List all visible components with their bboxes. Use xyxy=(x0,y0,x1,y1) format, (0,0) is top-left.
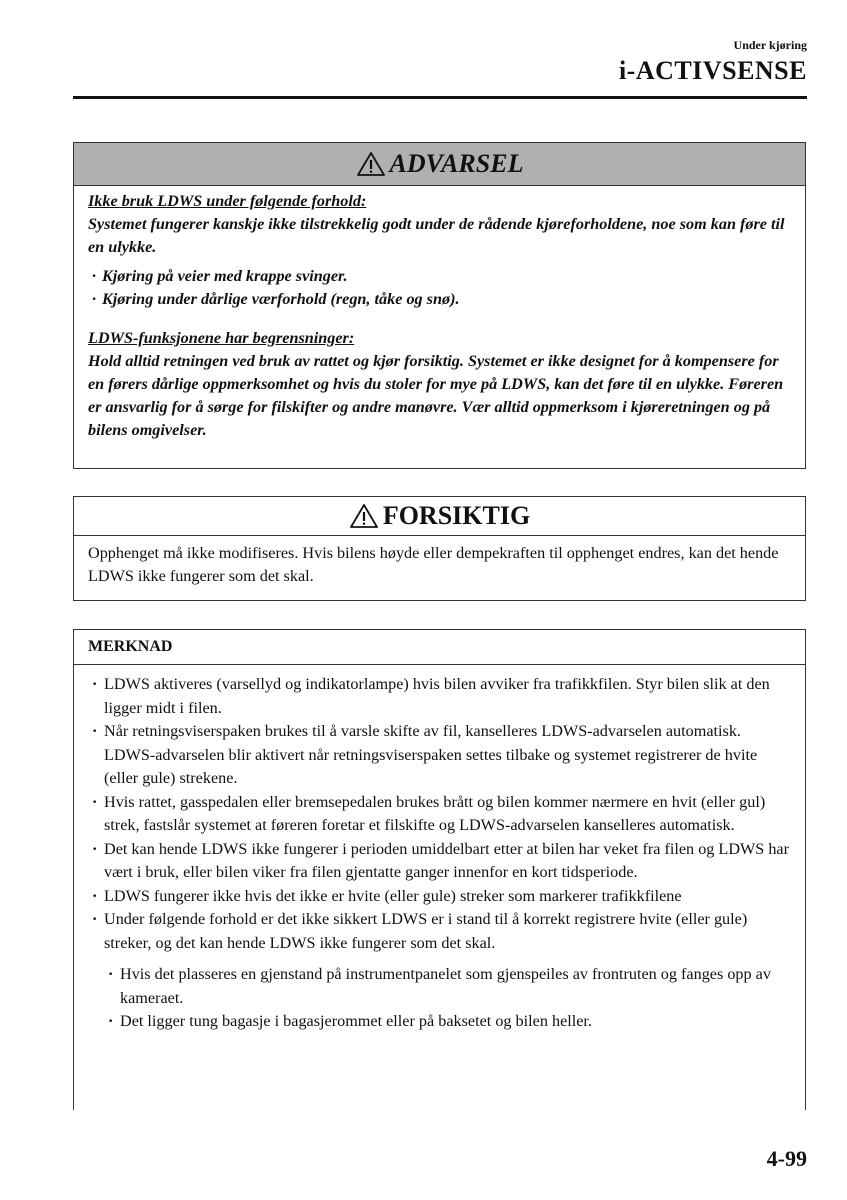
note-list xyxy=(88,673,791,955)
warning-body xyxy=(74,186,805,442)
warning-text-2: Hold alltid retningen ved bruk av rattet og kjør forsiktig. Systemet er ikke designet for å kompensere for en førers dårlige oppmerksomhet og hvis du stoler for mye på LDWS, kan det føre til en ulykke. Føreren er ansvarlig for å sørge for filskifter og andre manøvre. Vær alltid oppmerksom i kjøreretningen og på bilens omgivelser. xyxy=(88,352,784,439)
warning-list xyxy=(88,265,791,311)
warning-title: ADVARSEL xyxy=(389,149,524,178)
chapter-title: i-ACTIVSENSE xyxy=(618,56,807,85)
warning-box xyxy=(73,142,806,469)
warning-heading-1: Ikke bruk LDWS under følgende forhold: xyxy=(88,192,367,210)
list-item: · LDWS aktiveres (varsellyd og indikatorlampe) hvis bilen avviker fra trafikkfilen. Styr bilen slik at den ligger midt i filen. xyxy=(88,673,791,720)
caution-box xyxy=(73,496,806,601)
note-sublist xyxy=(88,963,791,1034)
list-item: · Kjøring under dårlige værforhold (regn, tåke og snø). xyxy=(88,288,791,311)
list-item: · Under følgende forhold er det ikke sikkert LDWS er i stand til å korrekt registrere hvite (eller gule) streker, og det kan hende LDWS ikke fungerer som det skal. xyxy=(88,908,791,955)
section-header: Under kjøring xyxy=(733,38,807,52)
warning-header xyxy=(74,143,805,186)
warning-text-1: Systemet fungerer kanskje ikke tilstrekkelig godt under de rådende kjøreforholdene, noe som kan føre til en ulykke. xyxy=(88,215,785,256)
list-item: · Det kan hende LDWS ikke fungerer i perioden umiddelbart etter at bilen har veket fra filen og LDWS har vært i bruk, eller bilen viker fra filen gjentatte ganger innenfor en kort tidsperiode. xyxy=(88,838,791,885)
header-rule xyxy=(73,96,807,99)
warning-triangle-icon xyxy=(356,151,386,177)
list-item: · Kjøring på veier med krappe svinger. xyxy=(88,265,791,288)
caution-triangle-icon xyxy=(349,503,379,529)
sub-list-item: · Det ligger tung bagasje i bagasjerommet eller på baksetet og bilen heller. xyxy=(88,1010,791,1034)
page-number: 4-99 xyxy=(766,1146,807,1171)
caution-text: Opphenget må ikke modifiseres. Hvis bilens høyde eller dempekraften til opphenget endres, kan det hende LDWS ikke fungerer som det skal. xyxy=(88,544,779,585)
note-box xyxy=(73,629,806,1110)
note-title: MERKNAD xyxy=(74,630,805,665)
caution-title: FORSIKTIG xyxy=(382,501,531,530)
warning-heading-2: LDWS-funksjonene har begrensninger: xyxy=(88,329,355,347)
caution-header xyxy=(74,497,805,536)
sub-list-item: · Hvis det plasseres en gjenstand på instrumentpanelet som gjenspeiles av frontruten og fanges opp av kameraet. xyxy=(88,963,791,1010)
note-body xyxy=(74,665,805,1034)
list-item: · Hvis rattet, gasspedalen eller bremsepedalen brukes brått og bilen kommer nærmere en hvit (eller gul) strek, fastslår systemet at føreren foretar et filskifte og LDWS-advarselen kanselleres automatisk. xyxy=(88,791,791,838)
list-item: · LDWS fungerer ikke hvis det ikke er hvite (eller gule) streker som markerer trafikkfilene xyxy=(88,885,791,909)
list-item: · Når retningsviserspaken brukes til å varsle skifte av fil, kanselleres LDWS-advarselen automatisk. LDWS-advarselen blir aktivert når retningsviserspaken settes tilbake og systemet registrerer de hvite (eller gule) strekene. xyxy=(88,720,791,791)
